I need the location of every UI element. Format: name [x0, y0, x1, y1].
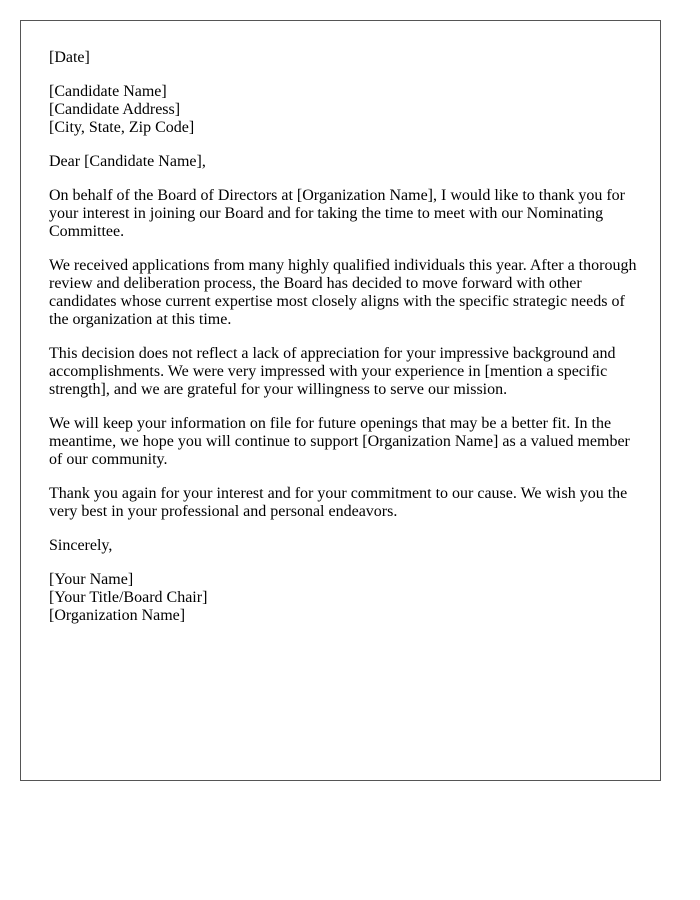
body-paragraph: This decision does not reflect a lack of appreciation for your impressive background and accomplishments. We were very impressed with your experience in [mention a specific strength], and we are grateful for your willingness to serve our mission.: [49, 345, 616, 398]
recipient-street: [Candidate Address]: [49, 101, 181, 118]
signer-title: [Your Title/Board Chair]: [49, 589, 208, 606]
salutation: Dear [Candidate Name],: [49, 153, 206, 170]
signature-block: [49, 571, 641, 625]
body-paragraph: We received applications from many highly qualified individuals this year. After a thorough review and deliberation process, the Board has decided to move forward with other candidates whose current expertise most closely aligns with the specific strategic needs of the organization at this time.: [49, 257, 637, 328]
recipient-city: [City, State, Zip Code]: [49, 119, 195, 136]
body-paragraph: Thank you again for your interest and for your commitment to our cause. We wish you the very best in your professional and personal endeavors.: [49, 485, 628, 520]
recipient-name: [Candidate Name]: [49, 83, 167, 100]
signer-name: [Your Name]: [49, 571, 134, 588]
letter-date: [Date]: [49, 49, 90, 66]
recipient-address: [49, 83, 641, 137]
signer-organization: [Organization Name]: [49, 607, 186, 624]
body-paragraph: On behalf of the Board of Directors at [Organization Name], I would like to thank you for your interest in joining our Board and for taking the time to meet with our Nominating Committee.: [49, 187, 625, 240]
closing: Sincerely,: [49, 537, 113, 554]
letter-page: [20, 20, 661, 781]
body-paragraph: We will keep your information on file for future openings that may be a better fit. In the meantime, we hope you will continue to support [Organization Name] as a valued member of our community.: [49, 415, 630, 468]
